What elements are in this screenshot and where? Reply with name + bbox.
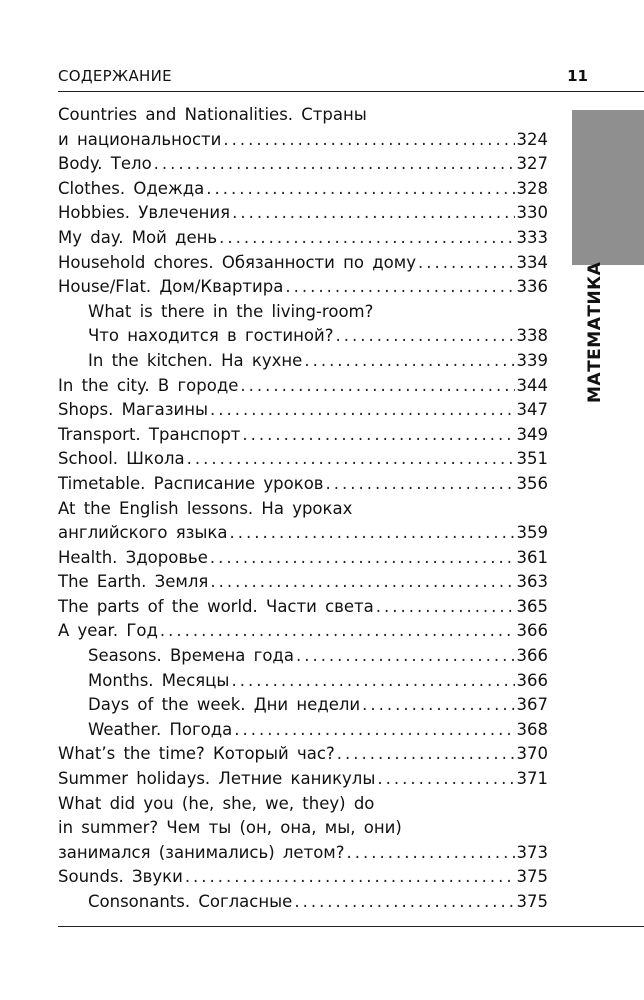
- toc-entry-title: Countries and Nationalities. Страны: [58, 105, 367, 124]
- toc-entry: [58, 472, 548, 497]
- toc-entry: [58, 890, 548, 915]
- toc-entry-page: 339: [516, 350, 548, 370]
- toc-entry: [58, 275, 548, 300]
- running-header: [58, 62, 644, 94]
- toc-entry-title: Hobbies. Увлечения: [58, 203, 231, 223]
- toc-entry: [58, 521, 548, 546]
- section-title: СОДЕРЖАНИЕ: [58, 67, 172, 85]
- toc-entry: [58, 570, 548, 595]
- page-number: 11: [567, 67, 588, 85]
- dot-leader: [160, 619, 515, 644]
- dot-leader: [185, 865, 515, 890]
- dot-leader: [347, 841, 515, 866]
- dot-leader: [234, 718, 514, 743]
- toc-entry: [58, 447, 548, 472]
- toc-entry-title: A year. Год: [58, 621, 158, 641]
- toc-entry: [58, 841, 548, 866]
- dot-leader: [219, 226, 514, 251]
- table-of-contents: [58, 103, 548, 915]
- dot-leader: [154, 152, 515, 177]
- toc-entry-title: Sounds. Звуки: [58, 867, 183, 887]
- dot-leader: [294, 890, 514, 915]
- toc-entry: [58, 201, 548, 226]
- toc-entry-title: Health. Здоровье: [58, 547, 208, 567]
- dot-leader: [187, 447, 515, 472]
- toc-entry-page: 359: [516, 523, 548, 543]
- toc-entry-title: Что находится в гостиной?: [88, 326, 334, 346]
- dot-leader: [210, 398, 514, 423]
- dot-leader: [242, 423, 514, 448]
- toc-entry-page: 347: [516, 400, 548, 420]
- footer-rule: [58, 926, 644, 927]
- toc-entry: [58, 177, 548, 202]
- toc-entry-page: 375: [516, 892, 548, 911]
- toc-entry: [58, 226, 548, 251]
- toc-entry: [58, 865, 548, 890]
- toc-entry-page: 324: [516, 129, 548, 149]
- toc-entry-title: Seasons. Времена года: [88, 646, 294, 666]
- toc-entry: [58, 349, 548, 374]
- toc-entry-page: 334: [516, 252, 548, 272]
- toc-entry-title: Months. Месяцы: [88, 670, 230, 690]
- toc-entry-title: Timetable. Расписание уроков: [58, 473, 324, 493]
- toc-entry-title: Body. Тело: [58, 154, 152, 174]
- toc-entry-page: 333: [516, 227, 548, 247]
- dot-leader: [296, 644, 515, 669]
- toc-entry: [58, 718, 548, 743]
- toc-entry: [58, 546, 548, 571]
- toc-entry: [58, 152, 548, 177]
- toc-entry-page: 368: [516, 719, 548, 739]
- toc-entry-page: 330: [516, 203, 548, 223]
- toc-entry-title: Shops. Магазины: [58, 400, 209, 420]
- toc-entry: [58, 619, 548, 644]
- dot-leader: [230, 521, 515, 546]
- toc-entry-title: Transport. Транспорт: [58, 424, 241, 444]
- toc-entry-title: What did you (he, she, we, they) do: [58, 793, 375, 813]
- toc-entry-page: 344: [516, 375, 548, 395]
- toc-entry-title: In the city. В городе: [58, 375, 239, 395]
- dot-leader: [376, 595, 515, 620]
- toc-entry: [58, 300, 548, 325]
- toc-entry-page: 365: [516, 596, 548, 616]
- toc-entry: [58, 374, 548, 399]
- toc-entry-title: At the English lessons. На уроках: [58, 498, 353, 518]
- toc-entry: [58, 693, 548, 718]
- toc-entry-title: The Earth. Земля: [58, 572, 209, 592]
- toc-entry: [58, 103, 548, 128]
- toc-entry-page: 356: [516, 473, 548, 493]
- dot-leader: [336, 324, 515, 349]
- dot-leader: [337, 742, 515, 767]
- toc-entry: [58, 792, 548, 817]
- toc-entry-title: What’s the time? Который час?: [58, 744, 335, 764]
- dot-leader: [285, 275, 514, 300]
- toc-entry: [58, 128, 548, 153]
- toc-entry-page: 361: [516, 547, 548, 567]
- toc-entry: [58, 644, 548, 669]
- toc-entry: [58, 398, 548, 423]
- toc-entry-title: in summer? Чем ты (он, она, мы, они): [58, 818, 402, 838]
- toc-entry: [58, 423, 548, 448]
- toc-entry: [58, 669, 548, 694]
- toc-entry-page: 366: [516, 670, 548, 690]
- toc-entry: [58, 816, 548, 841]
- toc-entry-page: 349: [516, 424, 548, 444]
- toc-entry-page: 363: [516, 572, 548, 592]
- dot-leader: [362, 693, 514, 718]
- toc-entry-page: 370: [516, 744, 548, 764]
- dot-leader: [231, 669, 514, 694]
- side-thumb-tab: [572, 110, 644, 265]
- dot-leader: [240, 374, 514, 399]
- toc-entry-page: 373: [516, 842, 548, 862]
- toc-entry: [58, 595, 548, 620]
- toc-entry-page: 338: [516, 326, 548, 346]
- toc-entry: [58, 251, 548, 276]
- toc-entry: [58, 742, 548, 767]
- toc-entry-title: In the kitchen. На кухне: [88, 350, 303, 370]
- toc-entry-page: 367: [516, 695, 548, 715]
- toc-entry-title: My day. Мой день: [58, 227, 218, 247]
- toc-entry-page: 366: [516, 621, 548, 641]
- toc-entry-page: 336: [516, 277, 548, 297]
- toc-entry-page: 351: [516, 449, 548, 469]
- dot-leader: [210, 546, 515, 571]
- dot-leader: [223, 128, 514, 153]
- toc-entry-title: What is there in the living-room?: [88, 301, 374, 321]
- toc-entry-title: Summer holidays. Летние каникулы: [58, 769, 376, 789]
- toc-entry-title: Household chores. Обязанности по дому: [58, 252, 416, 272]
- dot-leader: [232, 201, 514, 226]
- toc-entry-page: 375: [516, 867, 548, 887]
- toc-entry-page: 327: [516, 154, 548, 174]
- side-tab-label: МАТЕМАТИКА: [585, 262, 605, 404]
- toc-entry: [58, 497, 548, 522]
- dot-leader: [418, 251, 515, 276]
- toc-entry-title: Clothes. Одежда: [58, 178, 205, 198]
- toc-entry: [58, 324, 548, 349]
- toc-entry-title: английского языка: [58, 523, 228, 543]
- dot-leader: [326, 472, 515, 497]
- toc-entry-page: 366: [516, 646, 548, 666]
- toc-entry-page: 371: [516, 769, 548, 789]
- toc-entry-title: Days of the week. Дни недели: [88, 695, 361, 715]
- toc-entry-title: The parts of the world. Части света: [58, 596, 374, 616]
- toc-entry-title: и национальности: [58, 129, 222, 149]
- dot-leader: [206, 177, 514, 202]
- dot-leader: [377, 767, 514, 792]
- header-rule: [58, 91, 644, 92]
- toc-entry-page: 328: [516, 178, 548, 198]
- toc-entry: [58, 767, 548, 792]
- toc-entry-title: House/Flat. Дом/Квартира: [58, 277, 284, 297]
- dot-leader: [304, 349, 514, 374]
- toc-entry-title: занимался (занимались) летом?: [58, 842, 345, 862]
- toc-entry-title: School. Школа: [58, 449, 185, 469]
- dot-leader: [210, 570, 514, 595]
- toc-entry-title: Weather. Погода: [88, 719, 233, 739]
- toc-entry-title: Consonants. Согласные: [88, 892, 293, 911]
